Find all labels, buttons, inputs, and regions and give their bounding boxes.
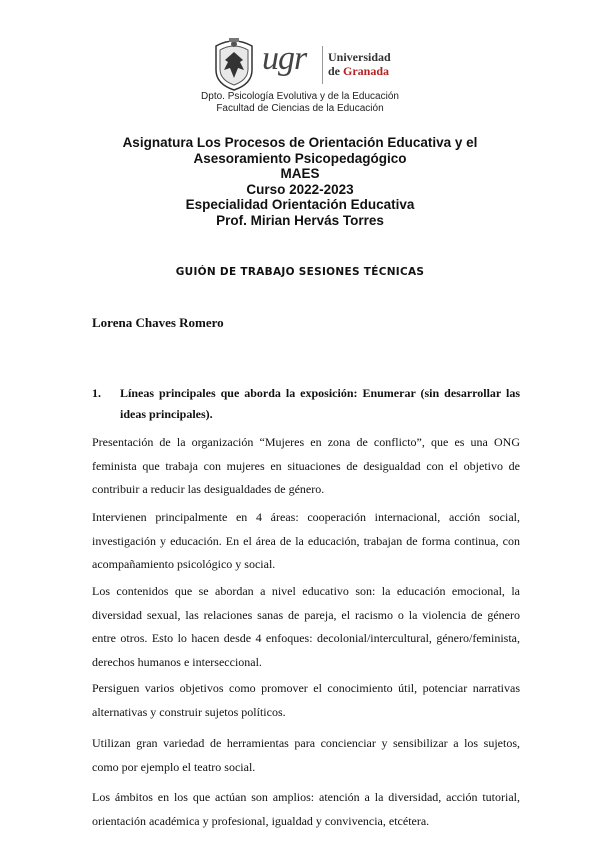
logo-mark: ugr (262, 40, 307, 77)
paragraph-6: Los ámbitos en los que actúan son amplios: atención a la diversidad, acción tutorial, orientación académica y profesional, igualdad y convivencia, etcétera. (92, 790, 520, 828)
paragraph-1: Presentación de la organización “Mujeres en zona de conflicto”, que es una ONG feminista que trabaja con mujeres en situaciones de desigualdad con el objetivo de contribuir a reducir las desigualdades de género. (92, 435, 520, 496)
course-line-6: Prof. Mirian Hervás Torres (216, 212, 384, 228)
course-heading (0, 135, 600, 228)
student-name: Lorena Chaves Romero (92, 315, 224, 330)
paragraph-3: Los contenidos que se abordan a nivel educativo son: la educación emocional, la diversidad sexual, las relaciones sanas de pareja, el racismo o la violencia de género entre otros. Esto lo hacen desde 4 enfoques: decolonial/intercultural, género/feminista, derechos humanos e interseccional. (92, 584, 520, 669)
course-line-4: Curso 2022-2023 (246, 181, 354, 197)
faculty-name: Facultad de Ciencias de la Educación (216, 103, 384, 114)
paragraph-4: Persiguen varios objetivos como promover el conocimiento útil, potenciar narrativas alternativas y construir sujetos políticos. (92, 681, 520, 719)
question-number: 1. (92, 386, 101, 400)
course-line-3: MAES (280, 166, 320, 181)
paragraph-5: Utilizan gran variedad de herramientas para concienciar y sensibilizar a los sujetos, como por ejemplo el teatro social. (92, 736, 520, 774)
logo-university-name (328, 50, 391, 78)
course-line-5: Especialidad Orientación Educativa (185, 197, 415, 212)
paragraph-2: Intervienen principalmente en 4 áreas: cooperación internacional, acción social, investigación y educación. En el área de la educación, trabajan de forma continua, con acompañamiento psicológico y social. (92, 510, 520, 571)
logo-line1: Universidad (328, 50, 391, 64)
logo-line2-highlight: Granada (343, 64, 390, 78)
question-text: Líneas principales que aborda la exposición: Enumerar (sin desarrollar las ideas principales). (120, 386, 520, 421)
university-logo (210, 36, 410, 92)
department-name: Dpto. Psicología Evolutiva y de la Educación (201, 91, 399, 102)
logo-line2 (328, 64, 391, 78)
course-line-1: Asignatura Los Procesos de Orientación Educativa y el (122, 135, 478, 150)
logo-divider (322, 46, 323, 84)
guide-title: GUIÓN DE TRABAJO SESIONES TÉCNICAS (175, 266, 425, 278)
logo-line2-prefix: de (328, 64, 343, 78)
university-crest-icon (210, 36, 258, 92)
course-line-2: Asesoramiento Psicopedagógico (193, 150, 407, 166)
